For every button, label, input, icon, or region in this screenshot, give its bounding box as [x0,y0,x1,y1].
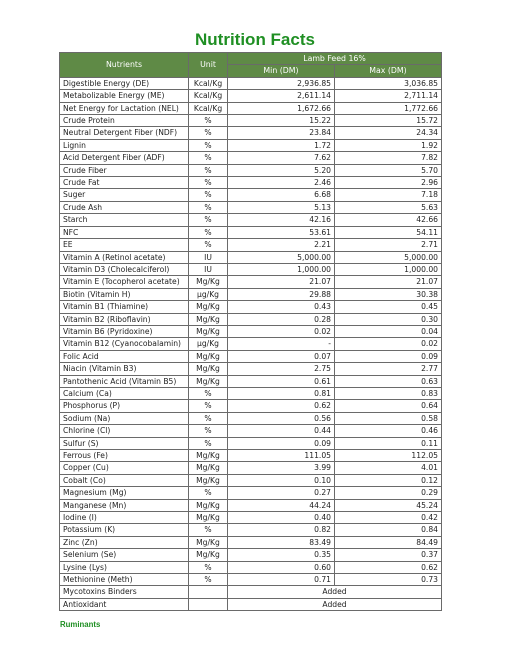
min-value: 0.35 [228,549,335,561]
nutrient-name: Biotin (Vitamin H) [60,288,189,300]
table-row [60,474,442,486]
additive-row [60,598,442,610]
nutrient-name: Manganese (Mn) [60,499,189,511]
nutrient-name: Neutral Detergent Fiber (NDF) [60,127,189,139]
table-row [60,462,442,474]
nutrient-unit: % [189,177,228,189]
nutrient-name: Crude Fat [60,177,189,189]
table-row [60,512,442,524]
min-value: 2,936.85 [228,77,335,89]
min-value: 5,000.00 [228,251,335,263]
nutrient-unit: % [189,425,228,437]
unit-header: Unit [189,53,228,78]
nutrient-unit: % [189,412,228,424]
min-value: 0.07 [228,350,335,362]
nutrition-table [59,52,442,611]
nutrient-name: EE [60,239,189,251]
nutrient-name: Niacin (Vitamin B3) [60,363,189,375]
table-row [60,400,442,412]
min-value: 5.20 [228,164,335,176]
min-value: 0.28 [228,313,335,325]
max-value: 42.66 [335,214,442,226]
table-row [60,177,442,189]
nutrient-unit: Mg/Kg [189,363,228,375]
table-row [60,189,442,201]
nutrient-name: Pantothenic Acid (Vitamin B5) [60,375,189,387]
nutrient-unit: IU [189,263,228,275]
max-value: 0.11 [335,437,442,449]
min-value: 83.49 [228,536,335,548]
nutrient-unit: % [189,487,228,499]
min-value: 2,611.14 [228,90,335,102]
min-value: 1,672.66 [228,102,335,114]
max-value: 7.82 [335,152,442,164]
nutrient-name: Suger [60,189,189,201]
table-row [60,363,442,375]
max-value: 5.63 [335,201,442,213]
nutrient-unit: % [189,561,228,573]
table-row [60,536,442,548]
nutrient-unit: Mg/Kg [189,536,228,548]
nutrient-name: Vitamin B1 (Thiamine) [60,301,189,313]
max-value: 0.37 [335,549,442,561]
min-value: 0.09 [228,437,335,449]
max-value: 0.58 [335,412,442,424]
min-value: 1.72 [228,139,335,151]
nutrient-unit: % [189,139,228,151]
nutrient-unit: Kcal/Kg [189,102,228,114]
additive-name: Antioxidant [60,598,189,610]
nutrient-unit: Mg/Kg [189,325,228,337]
table-row [60,350,442,362]
max-value: 1,772.66 [335,102,442,114]
max-value: 2.96 [335,177,442,189]
nutrient-unit: Mg/Kg [189,462,228,474]
table-row [60,450,442,462]
nutrient-unit: Mg/Kg [189,549,228,561]
table-row [60,214,442,226]
min-value: 111.05 [228,450,335,462]
min-value: 0.27 [228,487,335,499]
table-row [60,102,442,114]
nutrient-name: Digestible Energy (DE) [60,77,189,89]
nutrient-unit: % [189,214,228,226]
nutrient-unit: µg/Kg [189,338,228,350]
min-value: - [228,338,335,350]
nutrient-unit: IU [189,251,228,263]
additive-value: Added [228,598,442,610]
nutrient-unit: % [189,127,228,139]
table-row [60,325,442,337]
table-row [60,139,442,151]
min-value: 0.10 [228,474,335,486]
nutrient-name: Methionine (Meth) [60,574,189,586]
nutrient-name: Iodine (I) [60,512,189,524]
nutrient-unit: % [189,152,228,164]
nutrient-name: Metabolizable Energy (ME) [60,90,189,102]
nutrient-name: Vitamin B12 (Cyanocobalamin) [60,338,189,350]
max-value: 0.46 [335,425,442,437]
footer-label: Ruminants [60,620,101,629]
table-row [60,201,442,213]
nutrient-name: Vitamin A (Retinol acetate) [60,251,189,263]
nutrient-unit: % [189,115,228,127]
nutrient-name: Crude Ash [60,201,189,213]
max-value: 0.73 [335,574,442,586]
table-row [60,115,442,127]
table-row [60,164,442,176]
nutrient-name: Folic Acid [60,350,189,362]
min-value: 0.40 [228,512,335,524]
nutrient-name: Ferrous (Fe) [60,450,189,462]
min-value: 0.44 [228,425,335,437]
max-value: 0.04 [335,325,442,337]
nutrient-name: Chlorine (Cl) [60,425,189,437]
max-value: 54.11 [335,226,442,238]
table-row [60,574,442,586]
nutrient-name: Sodium (Na) [60,412,189,424]
table-row [60,338,442,350]
max-value: 21.07 [335,276,442,288]
nutrient-unit: Mg/Kg [189,375,228,387]
nutrient-unit: % [189,524,228,536]
nutrient-name: Lignin [60,139,189,151]
table-row [60,301,442,313]
nutrition-table-body [60,77,442,610]
table-row [60,127,442,139]
nutrient-name: Cobalt (Co) [60,474,189,486]
nutrient-unit: Mg/Kg [189,512,228,524]
min-value: 15.22 [228,115,335,127]
nutrient-unit: Kcal/Kg [189,90,228,102]
max-value: 45.24 [335,499,442,511]
nutrient-unit: % [189,164,228,176]
table-row [60,499,442,511]
max-value: 0.12 [335,474,442,486]
max-value: 2.71 [335,239,442,251]
nutrient-unit: % [189,387,228,399]
min-value: 0.56 [228,412,335,424]
table-row [60,549,442,561]
min-value: 3.99 [228,462,335,474]
table-row [60,77,442,89]
max-value: 5,000.00 [335,251,442,263]
nutrient-name: Potassium (K) [60,524,189,536]
min-value: 0.60 [228,561,335,573]
nutrient-unit: Mg/Kg [189,350,228,362]
table-row [60,226,442,238]
nutrient-name: Starch [60,214,189,226]
nutrient-unit: % [189,574,228,586]
max-value: 24.34 [335,127,442,139]
max-value: 0.83 [335,387,442,399]
nutrient-name: NFC [60,226,189,238]
max-value: 0.09 [335,350,442,362]
nutrient-unit: % [189,189,228,201]
additive-name: Mycotoxins Binders [60,586,189,598]
min-value: 53.61 [228,226,335,238]
max-value: 0.29 [335,487,442,499]
min-value: 5.13 [228,201,335,213]
min-header: Min (DM) [228,65,335,77]
max-value: 4.01 [335,462,442,474]
nutrient-unit: % [189,437,228,449]
min-value: 0.61 [228,375,335,387]
table-row [60,412,442,424]
max-value: 5.70 [335,164,442,176]
table-row [60,561,442,573]
nutrient-name: Phosphorus (P) [60,400,189,412]
nutrient-name: Vitamin D3 (Cholecalciferol) [60,263,189,275]
max-value: 7.18 [335,189,442,201]
nutrient-unit: Mg/Kg [189,474,228,486]
max-value: 0.42 [335,512,442,524]
max-value: 0.84 [335,524,442,536]
nutrient-name: Crude Protein [60,115,189,127]
min-value: 0.02 [228,325,335,337]
table-row [60,288,442,300]
nutrient-name: Selenium (Se) [60,549,189,561]
nutrient-name: Acid Detergent Fiber (ADF) [60,152,189,164]
nutrient-name: Vitamin B6 (Pyridoxine) [60,325,189,337]
product-header: Lamb Feed 16% [228,53,442,65]
max-value: 2,711.14 [335,90,442,102]
table-row [60,90,442,102]
max-value: 30.38 [335,288,442,300]
table-row [60,239,442,251]
table-row [60,437,442,449]
nutrient-unit: Mg/Kg [189,313,228,325]
nutrient-unit: Kcal/Kg [189,77,228,89]
nutrient-unit: Mg/Kg [189,499,228,511]
max-value: 0.64 [335,400,442,412]
table-row [60,313,442,325]
table-row [60,387,442,399]
table-row [60,487,442,499]
additive-unit [189,598,228,610]
max-value: 2.77 [335,363,442,375]
additive-value: Added [228,586,442,598]
min-value: 2.46 [228,177,335,189]
nutrient-name: Magnesium (Mg) [60,487,189,499]
table-row [60,375,442,387]
min-value: 0.62 [228,400,335,412]
nutrient-name: Net Energy for Lactation (NEL) [60,102,189,114]
table-row [60,152,442,164]
nutrient-name: Vitamin B2 (Riboflavin) [60,313,189,325]
table-row [60,263,442,275]
table-row [60,524,442,536]
min-value: 23.84 [228,127,335,139]
min-value: 0.82 [228,524,335,536]
max-value: 1,000.00 [335,263,442,275]
nutrient-unit: % [189,400,228,412]
nutrient-unit: % [189,226,228,238]
nutrient-unit: Mg/Kg [189,301,228,313]
max-value: 112.05 [335,450,442,462]
min-value: 1,000.00 [228,263,335,275]
nutrient-name: Vitamin E (Tocopherol acetate) [60,276,189,288]
additive-unit [189,586,228,598]
min-value: 0.43 [228,301,335,313]
nutrient-unit: Mg/Kg [189,276,228,288]
min-value: 21.07 [228,276,335,288]
additive-row [60,586,442,598]
min-value: 44.24 [228,499,335,511]
nutrient-name: Calcium (Ca) [60,387,189,399]
max-value: 84.49 [335,536,442,548]
max-value: 0.62 [335,561,442,573]
min-value: 42.16 [228,214,335,226]
nutrient-unit: % [189,239,228,251]
min-value: 29.88 [228,288,335,300]
nutrient-unit: % [189,201,228,213]
max-value: 0.30 [335,313,442,325]
min-value: 2.21 [228,239,335,251]
table-row [60,425,442,437]
max-value: 0.63 [335,375,442,387]
table-row [60,251,442,263]
nutrient-name: Lysine (Lys) [60,561,189,573]
max-header: Max (DM) [335,65,442,77]
min-value: 0.81 [228,387,335,399]
min-value: 0.71 [228,574,335,586]
min-value: 2.75 [228,363,335,375]
nutrient-unit: Mg/Kg [189,450,228,462]
max-value: 15.72 [335,115,442,127]
nutrient-name: Sulfur (S) [60,437,189,449]
max-value: 0.02 [335,338,442,350]
page-title: Nutrition Facts [195,30,315,49]
nutrient-name: Crude Fiber [60,164,189,176]
table-row [60,276,442,288]
max-value: 3,036.85 [335,77,442,89]
nutrient-name: Copper (Cu) [60,462,189,474]
min-value: 6.68 [228,189,335,201]
min-value: 7.62 [228,152,335,164]
max-value: 0.45 [335,301,442,313]
max-value: 1.92 [335,139,442,151]
nutrient-unit: µg/Kg [189,288,228,300]
nutrients-header: Nutrients [60,53,189,78]
nutrient-name: Zinc (Zn) [60,536,189,548]
